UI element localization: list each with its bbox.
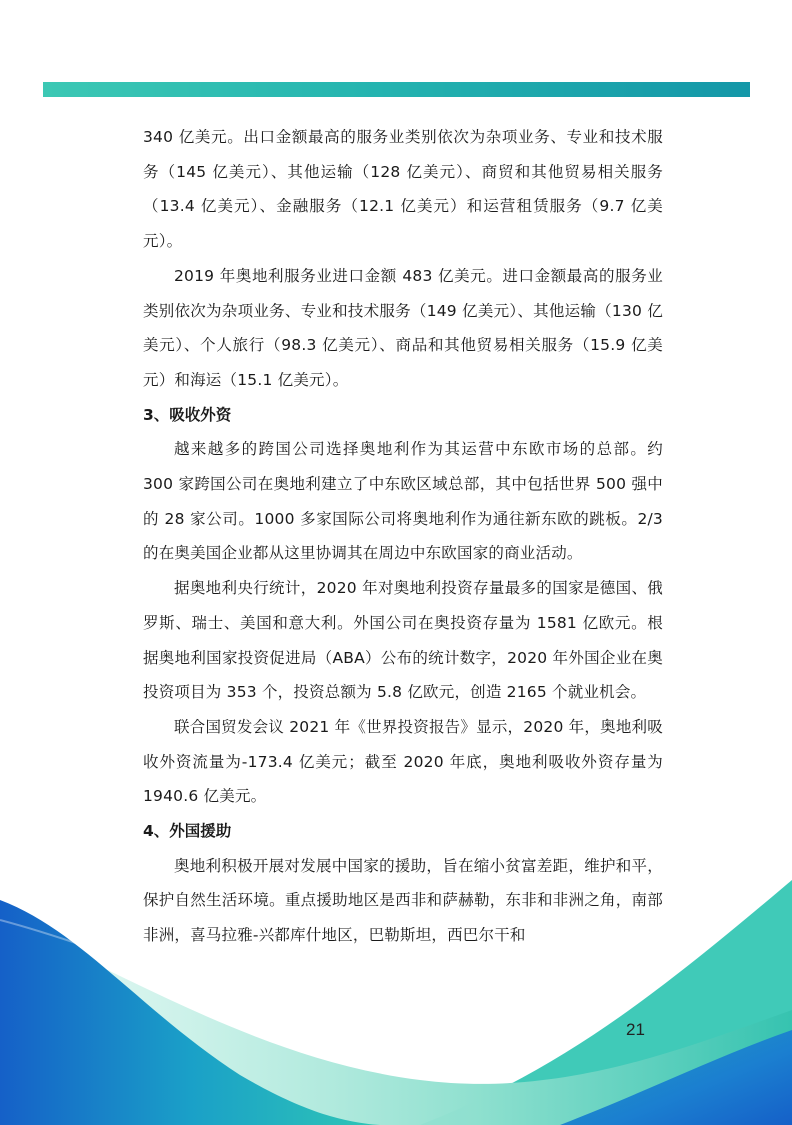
page-number: 21	[626, 1020, 645, 1039]
paragraph-investment-stock: 据奥地利央行统计，2020 年对奥地利投资存量最多的国家是德国、俄罗斯、瑞士、美国和意大利。外国公司在奥投资存量为 1581 亿欧元。根据奥地利国家投资促进局（ABA）公布的统计数字，2020 年外国企业在奥投资项目为 353 个，投资总额为 5.8 亿欧元，创造 2165 个就业机会。	[143, 579, 663, 702]
section-heading-fdi: 3、吸收外资	[143, 405, 232, 424]
paragraph-export: 340 亿美元。出口金额最高的服务业类别依次为杂项业务、专业和技术服务（145 亿美元）、其他运输（128 亿美元）、商贸和其他贸易相关服务（13.4 亿美元）、金融服务（12.1 亿美元）和运营租赁服务（9.7 亿美元）。	[143, 128, 663, 251]
paragraph-aid: 奥地利积极开展对发展中国家的援助，旨在缩小贫富差距，维护和平，保护自然生活环境。重点援助地区是西非和萨赫勒，东非和非洲之角，南部非洲，喜马拉雅-兴都库什地区，巴勒斯坦，西巴尔干和	[143, 856, 663, 945]
paragraph-unctad: 联合国贸发会议 2021 年《世界投资报告》显示，2020 年，奥地利吸收外资流量为-173.4 亿美元；截至 2020 年底，奥地利吸收外资存量为 1940.6 亿美元。	[143, 717, 663, 806]
header-band	[43, 82, 750, 97]
paragraph-multinationals: 越来越多的跨国公司选择奥地利作为其运营中东欧市场的总部。约 300 家跨国公司在奥地利建立了中东欧区域总部，其中包括世界 500 强中的 28 家公司。1000 多家国际公司将奥地利作为通往新东欧的跳板。2/3 的在奥美国企业都从这里协调其在周边中东欧国家的商业活动。	[143, 440, 663, 563]
paragraph-import: 2019 年奥地利服务业进口金额 483 亿美元。进口金额最高的服务业类别依次为杂项业务、专业和技术服务（149 亿美元）、其他运输（130 亿美元）、个人旅行（98.3 亿美元）、商品和其他贸易相关服务（15.9 亿美元）和海运（15.1 亿美元）。	[143, 266, 663, 389]
section-heading-aid: 4、外国援助	[143, 822, 232, 841]
footer-waves	[0, 860, 792, 1125]
page-body	[143, 120, 663, 953]
